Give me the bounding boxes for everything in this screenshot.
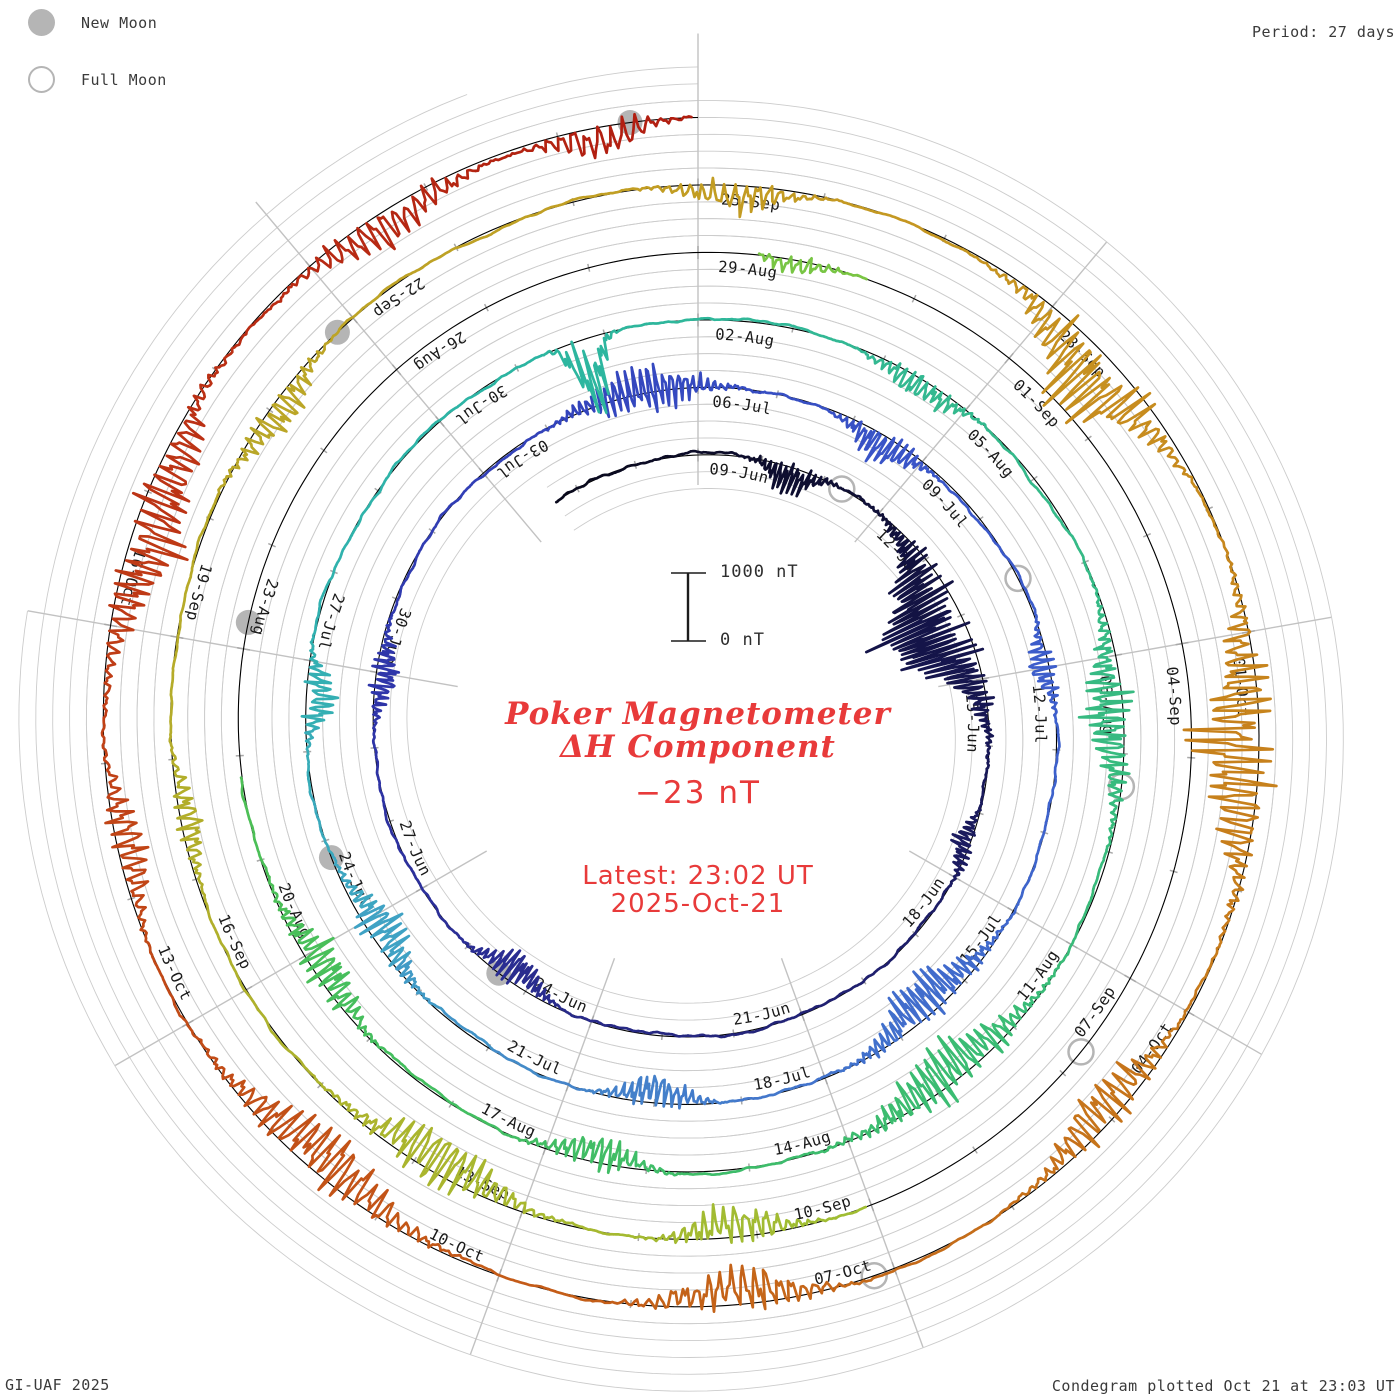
trace-segment bbox=[672, 1085, 735, 1108]
latest-delta-h-value: −23 nT bbox=[635, 775, 761, 811]
date-label: 10-Oct bbox=[426, 1224, 487, 1266]
date-label: 10-Sep bbox=[792, 1191, 854, 1224]
trace-segment bbox=[1014, 1128, 1085, 1203]
date-label: 23-Aug bbox=[248, 576, 282, 638]
date-label: 19-Sep bbox=[182, 561, 216, 623]
latest-date: 2025-Oct-21 bbox=[610, 889, 786, 919]
trace-segment bbox=[241, 778, 254, 840]
date-label: 14-Aug bbox=[772, 1127, 834, 1160]
trace-segment bbox=[904, 1036, 972, 1111]
trace-segment bbox=[770, 463, 816, 496]
trace-segment bbox=[173, 763, 202, 850]
trace-segment bbox=[173, 588, 187, 675]
date-label: 27-Jun bbox=[395, 818, 435, 880]
radial-spoke bbox=[855, 242, 1110, 542]
date-label: 30-Jun bbox=[380, 605, 415, 667]
trace-segment bbox=[231, 1081, 320, 1150]
trace-segment bbox=[215, 428, 274, 503]
trace-segment bbox=[485, 355, 544, 389]
date-label: 29-Aug bbox=[717, 257, 779, 283]
trace-segment bbox=[992, 434, 1036, 488]
date-label: 18-Jul bbox=[752, 1062, 813, 1095]
full-moon-label: Full Moon bbox=[81, 70, 167, 89]
date-label: 21-Jun bbox=[731, 998, 793, 1029]
date-label: 01-Oct bbox=[1229, 656, 1252, 718]
date-label: 02-Aug bbox=[714, 325, 777, 351]
date-label: 20-Aug bbox=[274, 880, 315, 942]
date-label: 01-Sep bbox=[1009, 375, 1064, 432]
date-label: 17-Aug bbox=[478, 1099, 539, 1142]
trace-segment bbox=[458, 212, 541, 247]
trace-segment bbox=[847, 963, 889, 992]
legend-full-moon bbox=[28, 66, 167, 93]
trace-segment bbox=[812, 332, 875, 360]
trace-segment bbox=[704, 1163, 778, 1174]
trace-segment bbox=[310, 792, 332, 854]
trace-segment bbox=[1036, 487, 1077, 544]
trace-segment bbox=[595, 464, 638, 478]
date-label: 04-Sep bbox=[1162, 665, 1185, 727]
trace-segment bbox=[442, 1009, 492, 1048]
trace-segment bbox=[317, 294, 380, 358]
trace-segment bbox=[307, 217, 398, 278]
trace-segment bbox=[102, 718, 134, 816]
trace-segment bbox=[1066, 889, 1093, 956]
trace-segment bbox=[949, 1006, 1020, 1066]
trace-segment bbox=[532, 1210, 614, 1235]
latest-time-block bbox=[398, 862, 998, 918]
date-label: 24-Jul bbox=[334, 849, 375, 911]
trace-segment bbox=[320, 964, 369, 1036]
date-label: 03-Jul bbox=[492, 435, 552, 483]
trace-segment bbox=[683, 451, 729, 454]
trace-segment bbox=[302, 662, 338, 727]
trace-segment bbox=[838, 268, 866, 279]
date-label: 13-Sep bbox=[452, 1162, 513, 1204]
date-label: 16-Oct bbox=[116, 546, 150, 609]
trace-segment bbox=[702, 1032, 753, 1037]
trace-segment bbox=[865, 431, 921, 468]
trace-segment bbox=[853, 1011, 901, 1065]
radial-spokes bbox=[28, 34, 1331, 1355]
scale-bar-top-label: 1000 nT bbox=[720, 562, 799, 582]
trace-segment bbox=[373, 700, 386, 754]
date-label: 15-Jun bbox=[961, 692, 983, 754]
date-label: 24-Jun bbox=[530, 973, 591, 1017]
trace-segment bbox=[106, 816, 149, 912]
trace-segment bbox=[809, 196, 898, 219]
trace-segment bbox=[182, 347, 234, 439]
trace-segment bbox=[847, 1083, 912, 1141]
trace-segment bbox=[629, 178, 719, 201]
date-label: 18-Jun bbox=[898, 874, 949, 932]
trace-segment bbox=[1022, 836, 1043, 893]
date-label: 22-Sep bbox=[369, 273, 428, 322]
trace-segment bbox=[875, 360, 936, 400]
trace-segment bbox=[541, 190, 629, 213]
scale-bar bbox=[671, 573, 706, 641]
trace-segment bbox=[1197, 901, 1234, 989]
trace-segment bbox=[1168, 456, 1218, 534]
trace-segment bbox=[425, 1083, 488, 1124]
trace-segment bbox=[1184, 717, 1277, 809]
date-label: 08-Aug bbox=[1095, 674, 1117, 736]
trace-segment bbox=[170, 675, 176, 763]
trace-segment bbox=[609, 322, 675, 339]
scale-bar-bottom-label: 0 nT bbox=[720, 630, 765, 650]
trace-segment bbox=[699, 1204, 784, 1242]
latest-time: Latest: 23:02 UT bbox=[582, 861, 814, 891]
date-label: 05-Aug bbox=[963, 425, 1018, 482]
trace-segment bbox=[423, 500, 457, 544]
legend-new-moon bbox=[28, 9, 157, 36]
date-label: 16-Sep bbox=[214, 911, 256, 973]
trace-segment bbox=[133, 433, 200, 533]
date-label: 27-Jul bbox=[314, 590, 349, 652]
trace-segment bbox=[889, 924, 921, 962]
trace-segment bbox=[1055, 717, 1059, 777]
trace-segment bbox=[1077, 544, 1102, 611]
date-label: 26-Aug bbox=[410, 327, 469, 376]
date-label: 07-Sep bbox=[1070, 982, 1120, 1042]
trace-segment bbox=[570, 114, 671, 158]
date-label: 25-Sep bbox=[720, 190, 782, 215]
trace-segment bbox=[765, 392, 821, 407]
new-moon-icon bbox=[28, 9, 55, 36]
date-label: 07-Oct bbox=[812, 1256, 874, 1289]
trace-segment bbox=[257, 358, 318, 436]
trace-segment bbox=[396, 958, 442, 1009]
trace-segment bbox=[600, 1023, 651, 1033]
trace-segment bbox=[392, 170, 476, 236]
date-label: 21-Jul bbox=[504, 1036, 565, 1079]
new-moon-label: New Moon bbox=[81, 13, 158, 32]
date-label: 04-Oct bbox=[1127, 1019, 1177, 1078]
trace-segment bbox=[638, 454, 683, 464]
trace-segment bbox=[614, 1223, 700, 1243]
full-moon-icon bbox=[28, 66, 55, 93]
date-label: 15-Jul bbox=[956, 910, 1006, 968]
trace-segment bbox=[556, 479, 595, 503]
title-line1: Poker Magnetometer bbox=[505, 696, 891, 732]
plotted-timestamp: Condegram plotted Oct 21 at 23:03 UT bbox=[1051, 1377, 1395, 1395]
date-label: 28-Sep bbox=[1055, 326, 1110, 382]
trace-segment bbox=[187, 850, 216, 933]
date-label: 09-Jun bbox=[708, 460, 771, 488]
date-label: 12-Jun bbox=[872, 525, 926, 583]
trace-segment bbox=[544, 397, 594, 430]
trace-segment bbox=[376, 754, 385, 807]
plot-title bbox=[398, 698, 998, 811]
date-label: 12-Jul bbox=[1028, 683, 1050, 745]
trace-segment bbox=[820, 407, 871, 450]
date-label: 13-Oct bbox=[154, 942, 196, 1004]
date-label: 06-Jul bbox=[711, 392, 774, 419]
trace-segment bbox=[555, 1291, 651, 1306]
trace-segment bbox=[314, 1076, 390, 1134]
credit-left: GI-UAF 2025 bbox=[5, 1376, 110, 1394]
period-label: Period: 27 days bbox=[1252, 23, 1395, 41]
trace-segment bbox=[1087, 611, 1116, 683]
trace-segment bbox=[306, 726, 319, 792]
trace-segment bbox=[305, 1128, 388, 1218]
date-label: 09-Jul bbox=[918, 475, 972, 532]
trace-segment bbox=[235, 275, 308, 347]
trace-segment bbox=[931, 392, 992, 433]
trace-segment bbox=[980, 261, 1051, 337]
trace-segment bbox=[258, 1010, 314, 1076]
trace-segment bbox=[1043, 777, 1056, 836]
trace-segment bbox=[352, 479, 387, 536]
trace-segment bbox=[104, 619, 134, 718]
trace-segment bbox=[476, 135, 572, 171]
trace-segment bbox=[1217, 807, 1258, 901]
date-label: 30-Jul bbox=[451, 381, 511, 429]
trace-segment bbox=[801, 991, 847, 1013]
date-label: 11-Aug bbox=[1013, 946, 1063, 1005]
title-line2: ΔH Component bbox=[560, 729, 836, 765]
